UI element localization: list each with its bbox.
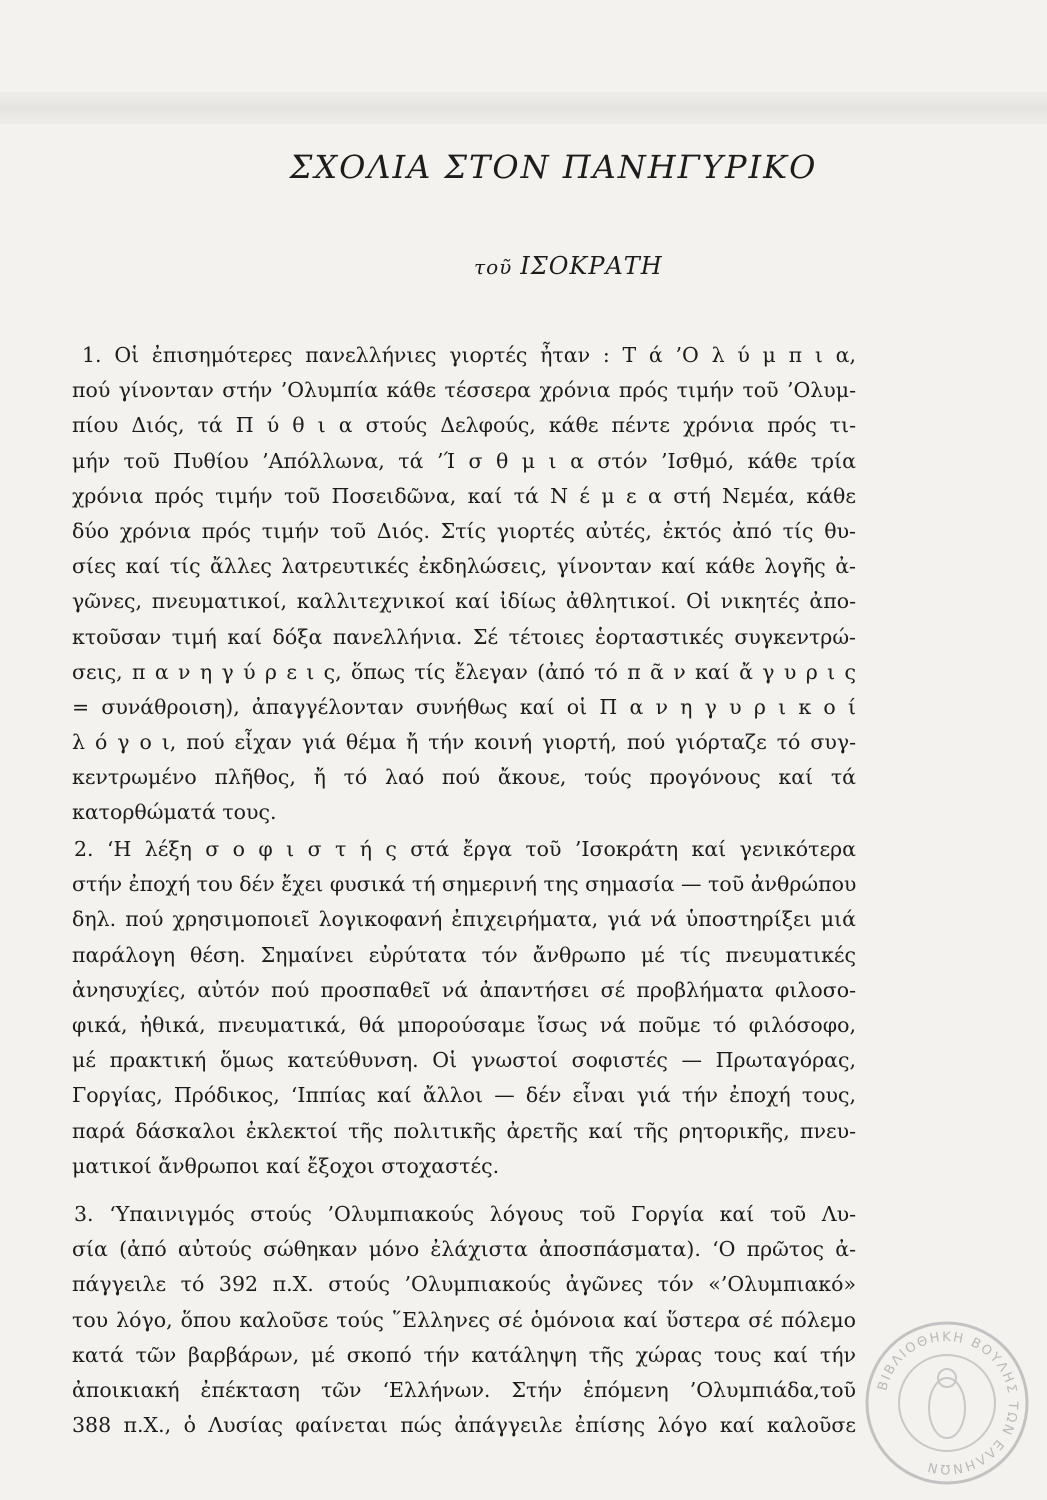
text-line: ματικοί ἄνθρωποι καί ἔξοχοι στοχαστές. xyxy=(72,1153,500,1178)
text-line: πάγγειλε τό 392 π.Χ. στούς ’Ολυμπιακούς ἀγῶνες τόν «’Ολυμπιακό» xyxy=(72,1272,856,1297)
text-line: πού γίνονταν στήν ’Ολυμπία κάθε τέσσερα χρόνια πρός τιμήν τοῦ ’Ολυμ- xyxy=(72,378,856,403)
text-line: 1. Οἱ ἐπισημότερες πανελλήνιες γιορτές ἦταν : Τ ά ’Ο λ ύ μ π ι α, xyxy=(82,343,856,367)
library-stamp-seal xyxy=(862,1318,1032,1488)
text-line: μέ πρακτική ὅμως κατεύθυνση. Οἱ γνωστοί σοφιστές — Πρωταγόρας, xyxy=(72,1048,856,1073)
text-line: 2. ‘Η λέξη σ ο φ ι σ τ ή ς στά ἔργα τοῦ ’Ισοκράτη καί γενικότερα xyxy=(74,837,856,861)
subtitle-author: ΙΣΟΚΡΑΤΗ xyxy=(520,252,663,280)
text-line: μήν τοῦ Πυθίου ’Απόλλωνα, τά ’Ί σ θ μ ι α στόν ’Ισθμό, κάθε τρία xyxy=(72,448,856,473)
paragraph-2 xyxy=(72,832,856,1184)
subtitle-prefix: τοῦ xyxy=(474,255,513,279)
text-line: γῶνες, πνευματικοί, καλλιτεχνικοί καί ἰδίως ἀθλητικοί. Οἱ νικητές ἀπο- xyxy=(72,589,856,614)
paragraph-1 xyxy=(72,338,856,831)
text-line: παρά δάσκαλοι ἐκλεκτοί τῆς πολιτικῆς ἀρετῆς καί τῆς ρητορικῆς, πνευ- xyxy=(72,1118,856,1143)
text-line: κτοῦσαν τιμή καί δόξα πανελλήνια. Σέ τέτοιες ἑορταστικές συγκεντρώ- xyxy=(72,624,856,649)
page-subtitle xyxy=(474,252,663,280)
text-line: 3. ‘Υπαινιγμός στούς ’Ολυμπιακούς λόγους τοῦ Γοργία καί τοῦ Λυ- xyxy=(74,1202,856,1226)
text-line: δύο χρόνια πρός τιμήν τοῦ Διός. Στίς γιορτές αὐτές, ἐκτός ἀπό τίς θυ- xyxy=(72,518,856,543)
page-title: ΣΧΟΛΙΑ ΣΤΟΝ ΠΑΝΗΓΥΡΙΚΟ xyxy=(289,148,818,186)
text-line: δηλ. πού χρησιμοποιεῖ λογικοφανή ἐπιχειρήματα, γιά νά ὑποστηρίξει μιά xyxy=(72,907,856,932)
text-line: κεντρωμένο πλῆθος, ἤ τό λαό πού ἄκουε, τούς προγόνους καί τά xyxy=(72,765,856,790)
text-line: κατορθώματά τους. xyxy=(72,800,277,825)
text-line: λ ό γ ο ι, πού εἶχαν γιά θέμα ἤ τήν κοινή γιορτή, πού γιόρταζε τό συγ- xyxy=(72,730,856,755)
bleed-through-header xyxy=(0,92,1047,124)
text-line: του λόγο, ὅπου καλοῦσε τούς ῞Ελληνες σέ ὁμόνοια καί ὕστερα σέ πόλεμο xyxy=(72,1307,856,1332)
text-line: ἀνησυχίες, αὐτόν πού προσπαθεῖ νά ἀπαντήσει σέ προβλήματα φιλοσο- xyxy=(72,977,856,1002)
text-line: σίες καί τίς ἄλλες λατρευτικές ἐκδηλώσεις, γίνονταν καί κάθε λογῆς ἀ- xyxy=(72,554,856,579)
text-line: φικά, ἠθικά, πνευματικά, θά μπορούσαμε ἴσως νά ποῦμε τό φιλόσοφο, xyxy=(72,1012,856,1037)
stamp-outer-ring xyxy=(867,1323,1027,1483)
text-line: Γοργίας, Πρόδικος, ‘Ιππίας καί ἄλλοι — δέν εἶναι γιά τήν ἐποχή τους, xyxy=(72,1083,856,1108)
text-line: παράλογη θέση. Σημαίνει εὐρύτατα τόν ἄνθρωπο μέ τίς πνευματικές xyxy=(72,942,856,967)
text-line: στήν ἐποχή του δέν ἔχει φυσικά τή σημερινή της σημασία — τοῦ ἀνθρώπου xyxy=(72,872,856,897)
text-line: 388 π.Χ., ὁ Λυσίας φαίνεται πώς ἀπάγγειλε ἐπίσης λόγο καί καλοῦσε xyxy=(72,1413,856,1438)
text-line: = συνάθροιση), ἀπαγγέλονταν συνήθως καί οἱ Π α ν η γ υ ρ ι κ ο ί xyxy=(72,694,856,719)
text-line: πίου Διός, τά Π ύ θ ι α στούς Δελφούς, κάθε πέντε χρόνια πρός τι- xyxy=(72,413,856,438)
paragraph-3 xyxy=(72,1197,856,1443)
stamp-text: ΒΙΒΛΙΟΘΗΚΗ ΒΟΥΛΗΣ ΤΩΝ ΕΛΛΗΝΩΝ xyxy=(875,1329,1021,1477)
text-line: σεις, π α ν η γ ύ ρ ε ι ς, ὅπως τίς ἔλεγαν (ἀπό τό π ᾶ ν καί ἄ γ υ ρ ι ς xyxy=(72,659,856,684)
text-line: σία (ἀπό αὐτούς σώθηκαν μόνο ἐλάχιστα ἀποσπάσματα). ‘Ο πρῶτος ἀ- xyxy=(72,1237,856,1262)
text-line: χρόνια πρός τιμήν τοῦ Ποσειδῶνα, καί τά Ν έ μ ε α στή Νεμέα, κάθε xyxy=(72,483,856,508)
text-line: ἀποικιακή ἐπέκταση τῶν ‘Ελλήνων. Στήν ἑπόμενη ’Ολυμπιάδα,τοῦ xyxy=(72,1377,856,1402)
text-line: κατά τῶν βαρβάρων, μέ σκοπό τήν κατάληψη τῆς χώρας τους καί τήν xyxy=(72,1342,856,1367)
